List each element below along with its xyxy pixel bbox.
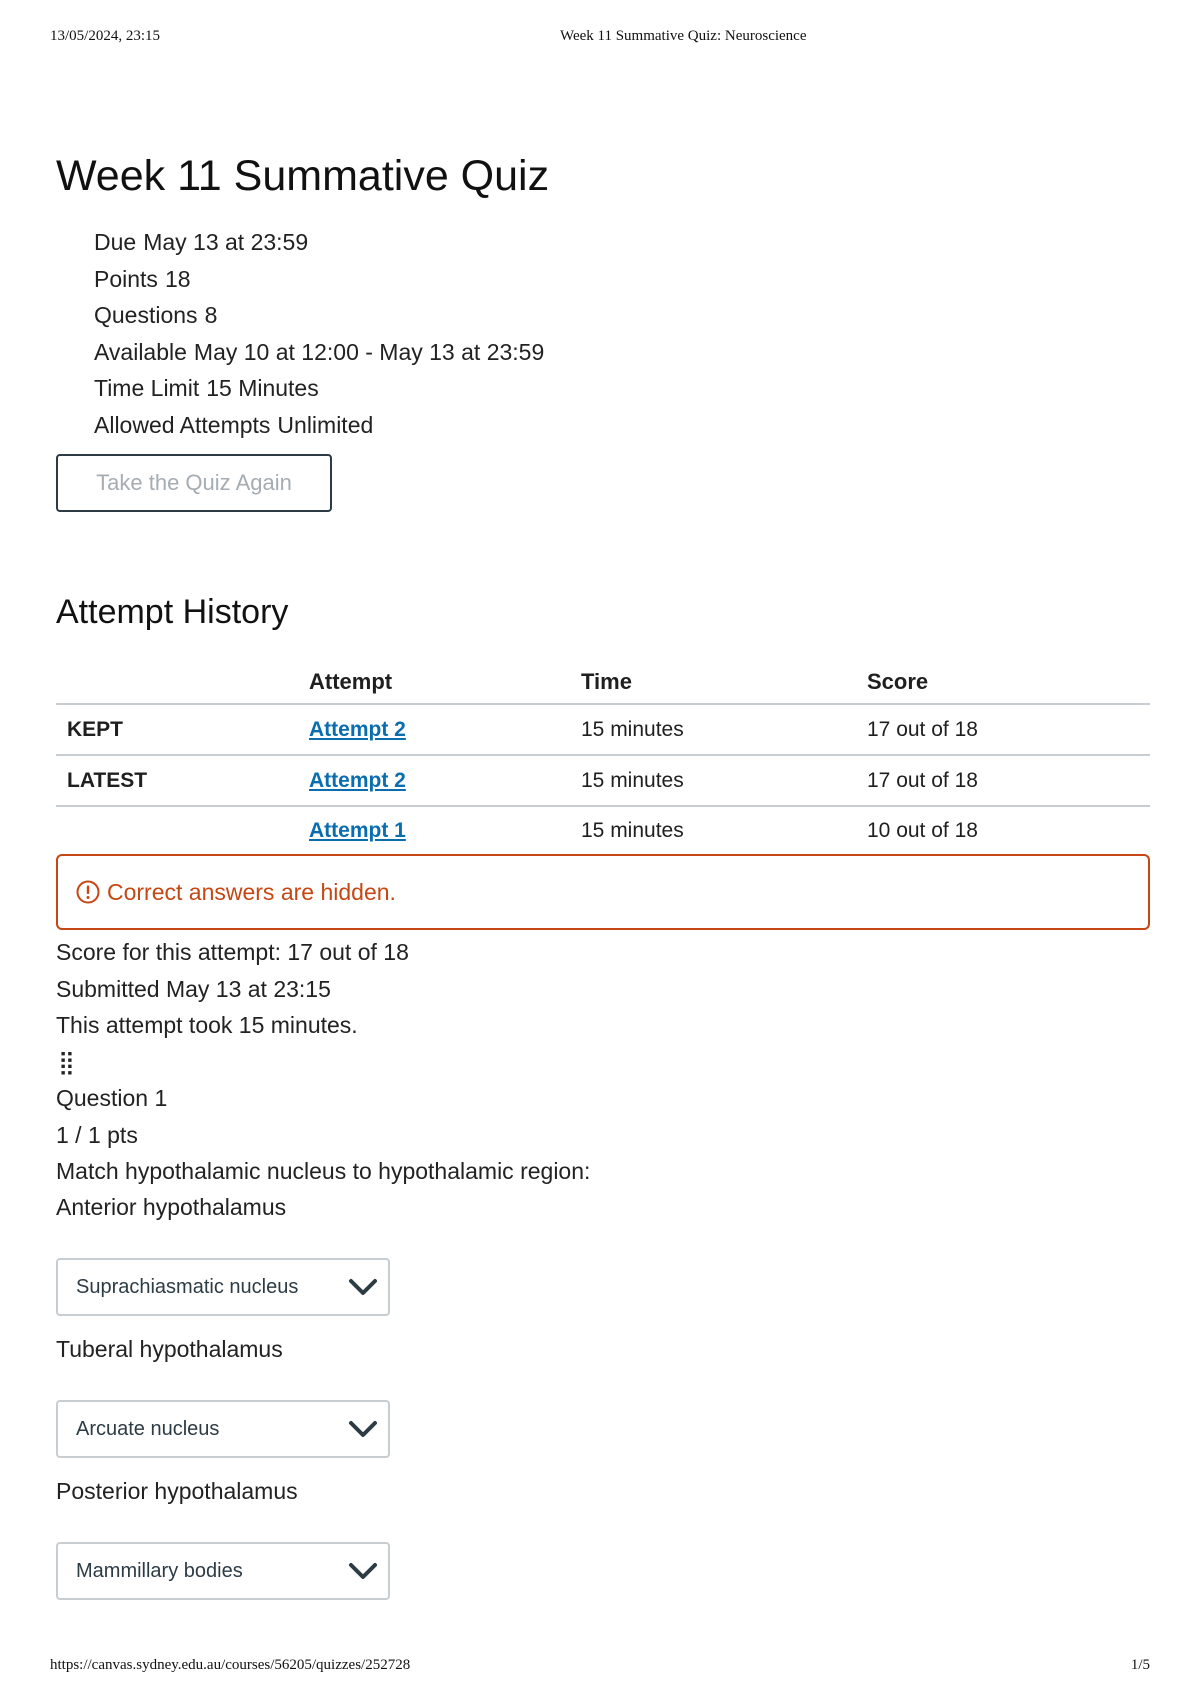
select-value: Suprachiasmatic nucleus [76,1275,299,1298]
quiz-details [94,224,1150,443]
column-header-score: Score [867,661,1150,704]
table-row [56,806,1150,854]
select-value: Arcuate nucleus [76,1417,220,1440]
match-item [56,1474,1150,1600]
match-item [56,1332,1150,1458]
detail-label: Questions [94,302,198,328]
detail-questions [94,297,1150,334]
detail-label: Available [94,338,187,365]
detail-due [94,224,1150,261]
question-points: 1 / 1 pts [56,1121,138,1148]
detail-value: May 13 at 23:59 [143,229,309,255]
chevron-down-icon [348,1558,378,1584]
print-footer [0,1657,1200,1677]
attempt-history-title: Attempt History [56,593,289,631]
column-header-time: Time [581,661,867,704]
attempt-time: 15 minutes [581,755,867,806]
table-row [56,755,1150,806]
attempt-tag: LATEST [56,755,309,806]
match-item [56,1190,1150,1316]
warning-circle-icon [76,880,100,904]
detail-value: 18 [164,265,191,292]
question-prompt: Match hypothalamic nucleus to hypothalamic region: [56,1158,591,1184]
attempt-time: 15 minutes [581,818,684,842]
attempt-summary [56,934,1150,1190]
detail-value: 8 [204,302,218,328]
quiz-content [56,150,1150,1600]
table-row [56,704,1150,755]
detail-value: 15 Minutes [206,375,319,401]
chevron-down-icon [348,1274,378,1300]
attempt-cell [309,755,581,806]
nucleus-select[interactable] [56,1542,390,1600]
detail-label: Allowed Attempts [94,411,271,438]
correct-answers-hidden-alert [56,854,1150,930]
column-header-attempt: Attempt [309,661,581,704]
page-title: Week 11 Summative Quiz [56,152,550,200]
column-header-tag [56,661,309,704]
region-label: Posterior hypothalamus [56,1477,298,1504]
submitted-line: Submitted May 13 at 23:15 [56,975,331,1002]
print-timestamp: 13/05/2024, 23:15 [50,28,161,44]
attempt-link[interactable]: Attempt 2 [309,717,406,741]
table-header-row [56,661,1150,704]
detail-label: Due [94,229,137,255]
detail-label: Points [94,265,158,292]
attempt-score-line: Score for this attempt: 17 out of 18 [56,939,409,965]
take-quiz-again-button[interactable]: Take the Quiz Again [56,454,332,512]
attempt-cell [309,806,581,854]
attempt-history-table [56,661,1150,854]
duration-line: This attempt took 15 minutes. [56,1012,358,1038]
attempt-tag [56,806,309,854]
print-page-number: 1/5 [1130,1657,1150,1673]
region-label: Tuberal hypothalamus [56,1335,283,1362]
detail-points [94,261,1150,298]
attempt-score: 17 out of 18 [867,704,1150,755]
nucleus-select[interactable] [56,1400,390,1458]
detail-available [94,334,1150,371]
attempt-cell [309,704,581,755]
detail-value: Unlimited [277,411,374,438]
print-doc-title: Week 11 Summative Quiz: Neuroscience [560,28,807,44]
detail-value: May 10 at 12:00 - May 13 at 23:59 [193,338,545,365]
attempt-link[interactable]: Attempt 2 [309,768,406,792]
chevron-down-icon [348,1416,378,1442]
print-url: https://canvas.sydney.edu.au/courses/56205/quizzes/252728 [50,1657,411,1673]
alert-text: Correct answers are hidden. [107,878,396,905]
detail-label: Time Limit [94,375,200,401]
detail-allowed-attempts [94,407,1150,444]
attempt-link[interactable]: Attempt 1 [309,818,406,842]
attempt-time: 15 minutes [581,704,867,755]
nucleus-select[interactable] [56,1258,390,1316]
select-value: Mammillary bodies [76,1559,243,1582]
attempt-score: 17 out of 18 [867,755,1150,806]
detail-time-limit [94,370,1150,407]
print-header [0,28,1200,48]
region-label: Anterior hypothalamus [56,1193,287,1220]
question-number: Question 1 [56,1085,168,1111]
attempt-score: 10 out of 18 [867,818,978,842]
attempt-tag: KEPT [56,704,309,755]
drag-handle-icon[interactable]: ⣿ [58,1048,75,1075]
